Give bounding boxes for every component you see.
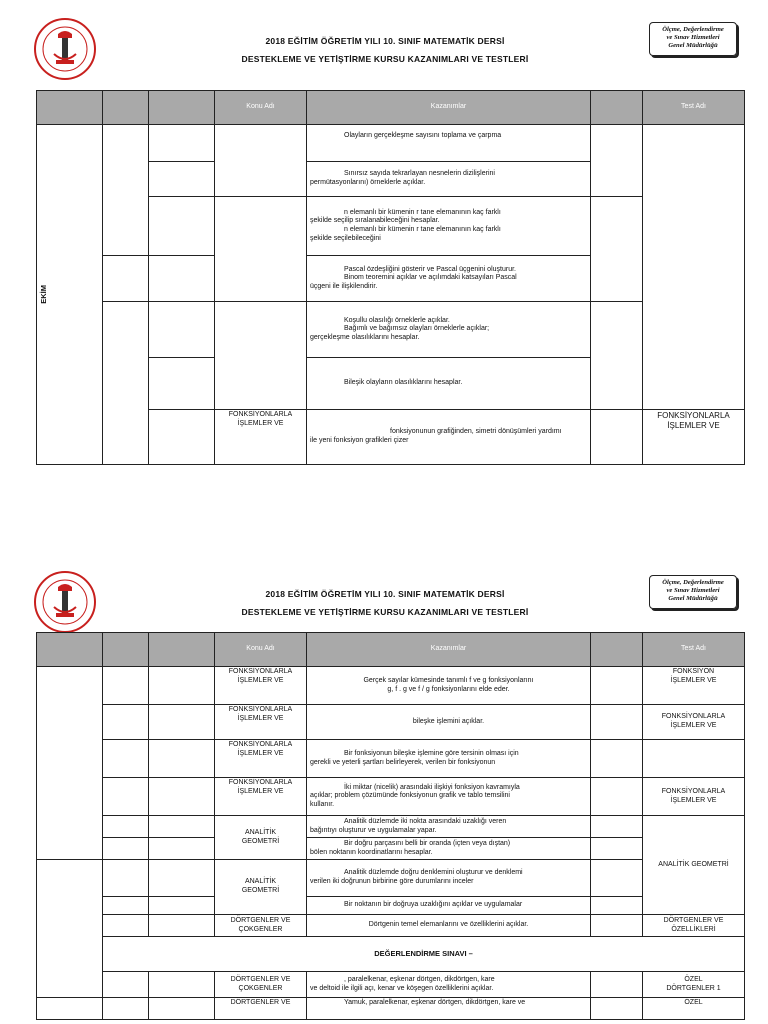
table-row [37,705,745,740]
topic-text: İŞLEMLER VE [237,676,284,684]
cell [591,998,643,1020]
topic-cell [215,860,307,915]
osym-stamp [649,22,737,56]
outcome-text: Pascal özdeşliğini gösterir ve Pascal üçgenini oluşturur. [344,265,516,273]
stamp-line: Genel Müdürlüğü [668,42,718,49]
cell [103,302,149,465]
outcome-cell [307,740,591,778]
test-cell [643,667,745,705]
outcome-text: ile yeni fonksiyon grafikleri çizer [310,437,409,444]
cell [149,897,215,915]
table-row [37,860,745,897]
test-text: DÖRTGENLER VE [663,916,724,924]
test-cell [643,972,745,998]
cell [103,860,149,897]
table-row [37,972,745,998]
outcome-text: Analitik düzlemde iki nokta arasındaki uzaklığı veren [344,817,507,825]
test-text: FONKSİYONLARLA [657,411,730,420]
topic-text: ÇOKGENLER [238,925,283,933]
test-cell [643,816,745,915]
test-text: ÖZEL [684,999,703,1006]
test-cell [643,998,745,1020]
table-row [37,125,745,162]
cell [215,125,307,197]
topic-cell [215,915,307,937]
table-row [37,937,745,972]
cell [591,972,643,998]
outcome-cell [307,897,591,915]
cell [149,972,215,998]
cell [591,897,643,915]
cell [103,125,149,256]
test-text: İŞLEMLER VE [670,796,717,804]
cell [149,778,215,816]
topic-text: FONKSİYONLARLA [228,741,293,748]
test-cell [643,778,745,816]
col-topic-header: Konu Adı [215,633,307,667]
col-topic-header: Konu Adı [215,91,307,125]
cell [591,778,643,816]
cell [591,915,643,937]
topic-text: DÖRTGENLER VE [230,916,291,924]
topic-cell [215,778,307,816]
test-cell [643,915,745,937]
header-title-line1: 2018 EĞİTİM ÖĞRETİM YILI 10. SINIF MATEMATİK DERSİ [265,36,505,46]
outcome-cell [307,302,591,358]
outcome-text: bileşke işlemini açıklar. [412,717,485,725]
cell [643,740,745,778]
cell [149,860,215,897]
outcome-text: üçgeni ile ilişkilendirir. [310,282,378,290]
table-header-row [37,633,745,667]
outcome-cell [307,667,591,705]
cell [643,125,745,410]
outcome-text: bağıntıyı oluşturur ve uygulamalar yapar. [310,826,437,834]
cell [149,740,215,778]
outcome-cell [307,915,591,937]
cell [149,816,215,838]
test-text: İŞLEMLER VE [670,676,717,684]
outcome-text: fonksiyonunun grafiğinden, simetri dönüşümleri yardımı [390,428,562,436]
outcome-cell [307,838,591,860]
outcome-text: Bir noktanın bir doğruya uzaklığını açıklar ve uygulamalar [344,901,523,909]
cell [591,705,643,740]
ministry-logo [30,567,100,637]
topic-cell [215,998,307,1020]
cell [149,358,215,410]
stamp-line: Ölçme, Değerlendirme [662,26,724,33]
outcome-text: Yamuk, paralelkenar, eşkenar dörtgen, dikdörtgen, kare ve [344,999,526,1006]
cell [149,256,215,302]
cell [103,705,149,740]
header-title-line1: 2018 EĞİTİM ÖĞRETİM YILI 10. SINIF MATEMATİK DERSİ [265,589,505,599]
outcome-cell [307,972,591,998]
test-text: İŞLEMLER VE [670,722,717,729]
topic-text: İŞLEMLER VE [237,749,284,757]
cell [591,860,643,897]
test-text: ANALİTİK GEOMETRİ [658,860,729,868]
outcome-cell [307,162,591,197]
cell [37,860,103,998]
outcome-text: Olayların gerçekleşme sayısını toplama ve çarpma [344,132,502,139]
table-row [37,816,745,838]
cell [103,778,149,816]
cell [37,998,103,1020]
outcome-cell [307,860,591,897]
cell [149,705,215,740]
topic-text: ANALİTİK [244,878,277,886]
topic-text: ANALİTİK [244,828,277,836]
col-empty [149,633,215,667]
outcome-text: Bir fonksiyonun bileşke işlemine göre tersinin olması için [344,749,519,757]
topic-text: ÇOKGENLER [238,984,283,992]
month-cell [37,125,103,465]
topic-cell [215,972,307,998]
cell [149,302,215,358]
table-row [37,998,745,1020]
cell [103,972,149,998]
outcome-text: permütasyonlarını) örneklerle açıklar. [310,179,426,186]
table-row [37,302,745,358]
col-empty [591,633,643,667]
outcome-cell [307,816,591,838]
table-row [37,778,745,816]
header-title-line2: DESTEKLEME VE YETİŞTİRME KURSU KAZANIMLARI VE TESTLERİ [241,607,529,617]
outcome-cell [307,410,591,465]
outcome-text: n elemanlı bir kümenin r tane elemanının kaç farklı [344,226,501,233]
table-row [37,667,745,705]
outcome-text: gerekli ve yeterli şartları belirleyerek, verilen bir fonksiyonun [310,758,496,766]
cell [149,915,215,937]
col-test-header: Test Adı [643,633,745,667]
cell [591,740,643,778]
test-text: FONKSİYONLARLA [661,787,726,795]
outcome-text: g, f . g ve f / g fonksiyonlarını elde eder. [387,685,510,693]
stamp-line: ve Sınav Hizmetleri [666,34,720,41]
outcome-text: kullanır. [310,800,335,808]
cell [591,816,643,838]
header-title-line2: DESTEKLEME VE YETİŞTİRME KURSU KAZANIMLARI VE TESTLERİ [241,54,529,64]
outcome-cell [307,778,591,816]
test-text: DÖRTGENLER 1 [666,984,721,992]
outcome-text: Binom teoremini açıklar ve açılımdaki katsayıları Pascal [344,274,517,282]
cell [591,197,643,302]
cell [591,667,643,705]
topic-text: FONKSİYONLARLA [228,706,293,713]
cell [149,838,215,860]
topic-cell [215,705,307,740]
topic-cell [215,667,307,705]
table-row [37,897,745,915]
table-row [37,915,745,937]
outcome-text: Dörtgenin temel elemanlarını ve özelliklerini açıklar. [368,921,529,929]
cell [149,667,215,705]
topic-text: İŞLEMLER VE [237,714,284,722]
test-cell [643,410,745,465]
topic-text: GEOMETRİ [241,837,280,845]
topic-text: İŞLEMLER VE [237,787,284,795]
outcome-text: Sınırsız sayıda tekrarlayan nesnelerin dizilişlerini [344,170,495,178]
col-outcomes-header: Kazanımlar [307,633,591,667]
topic-text: FONKSİYONLARLA [228,779,293,786]
outcomes-table-2 [36,632,745,1020]
topic-cell [215,410,307,465]
outcome-text: Koşullu olasılığı örneklerle açıklar. [344,316,450,324]
topic-text: DÖRTGENLER VE [230,975,291,983]
cell [149,410,215,465]
outcome-text: şekilde seçilip sıralanabileceğini hesaplar. [310,217,440,225]
topic-cell [215,816,307,860]
outcome-text: verilen iki doğrunun birbirine göre durumlarını inceler [310,878,474,885]
outcome-cell [307,256,591,302]
outcome-text: İki miktar (nicelik) arasındaki ilişkiyi fonksiyon kavramıyla [344,783,520,791]
table-row [37,740,745,778]
topic-cell [215,740,307,778]
cell [103,816,149,838]
outcome-cell [307,125,591,162]
cell [215,302,307,410]
cell [103,897,149,915]
test-text: FONKSİYON [672,668,715,675]
cell [103,667,149,705]
cell [149,125,215,162]
test-text: İŞLEMLER VE [667,421,720,430]
outcome-text: gerçekleşme olasılıklarını hesaplar. [310,333,420,341]
month-label: EKİM [39,285,48,304]
cell [149,162,215,197]
outcome-text: bölen noktanın koordinatlarını hesaplar. [310,848,433,856]
outcome-text: Bir doğru parçasını belli bir oranda (içten veya dıştan) [344,839,511,847]
exam-row: DEĞERLENDİRME SINAVI – [103,937,745,972]
stamp-line: Genel Müdürlüğü [668,595,718,602]
cell [149,998,215,1020]
outcome-cell [307,358,591,410]
outcome-text: ve deltoid ile ilgili açı, kenar ve köşegen özelliklerini açıklar. [310,984,494,992]
cell [103,256,149,302]
table-header-row [37,91,745,125]
outcome-text: Gerçek sayılar kümesinde tanımlı f ve g fonksiyonlarını [363,676,534,684]
cell [103,998,149,1020]
test-text: ÖZEL [684,975,703,983]
outcome-text: n elemanlı bir kümenin r tane elemanının kaç farklı [344,208,501,216]
outcome-cell [307,998,591,1020]
cell [103,740,149,778]
test-cell [643,705,745,740]
outcomes-table-1 [36,90,745,465]
stamp-line: Ölçme, Değerlendirme [662,579,724,586]
osym-stamp [649,575,737,609]
cell [37,667,103,860]
table-row [37,838,745,860]
topic-text: İŞLEMLER VE [237,419,284,427]
cell [591,838,643,860]
cell [103,915,149,937]
stamp-line: ve Sınav Hizmetleri [666,587,720,594]
col-empty [37,91,103,125]
cell [591,125,643,197]
cell [103,838,149,860]
cell [591,302,643,410]
cell [591,410,643,465]
outcome-text: Bileşik olayların olasılıklarını hesaplar. [344,379,463,387]
col-empty [149,91,215,125]
test-text: FONKSİYONLARLA [661,713,726,721]
topic-text: FONKSİYONLARLA [228,411,293,418]
ministry-logo [30,14,100,84]
topic-text: DÖRTGENLER VE [230,999,291,1006]
col-empty [37,633,103,667]
col-empty [103,633,149,667]
topic-text: GEOMETRİ [241,887,280,894]
topic-text: FONKSİYONLARLA [228,668,293,675]
outcome-cell [307,197,591,256]
col-test-header: Test Adı [643,91,745,125]
col-empty [103,91,149,125]
col-empty [591,91,643,125]
outcome-text: açıklar; problem çözümünde fonksiyonun grafik ve tablo temsilini [310,792,510,800]
cell [149,197,215,256]
test-text: ÖZELLİKLERİ [671,925,716,933]
col-outcomes-header: Kazanımlar [307,91,591,125]
outcome-text: Analitik düzlemde doğru denklemini oluşturur ve denklemi [344,869,523,877]
outcome-text: şekilde seçilebileceğini [310,234,381,242]
outcome-cell [307,705,591,740]
cell [215,197,307,302]
outcome-text: , paralelkenar, eşkenar dörtgen, dikdörtgen, kare [344,975,495,983]
outcome-text: Bağımlı ve bağımsız olayları örneklerle açıklar; [344,325,490,333]
